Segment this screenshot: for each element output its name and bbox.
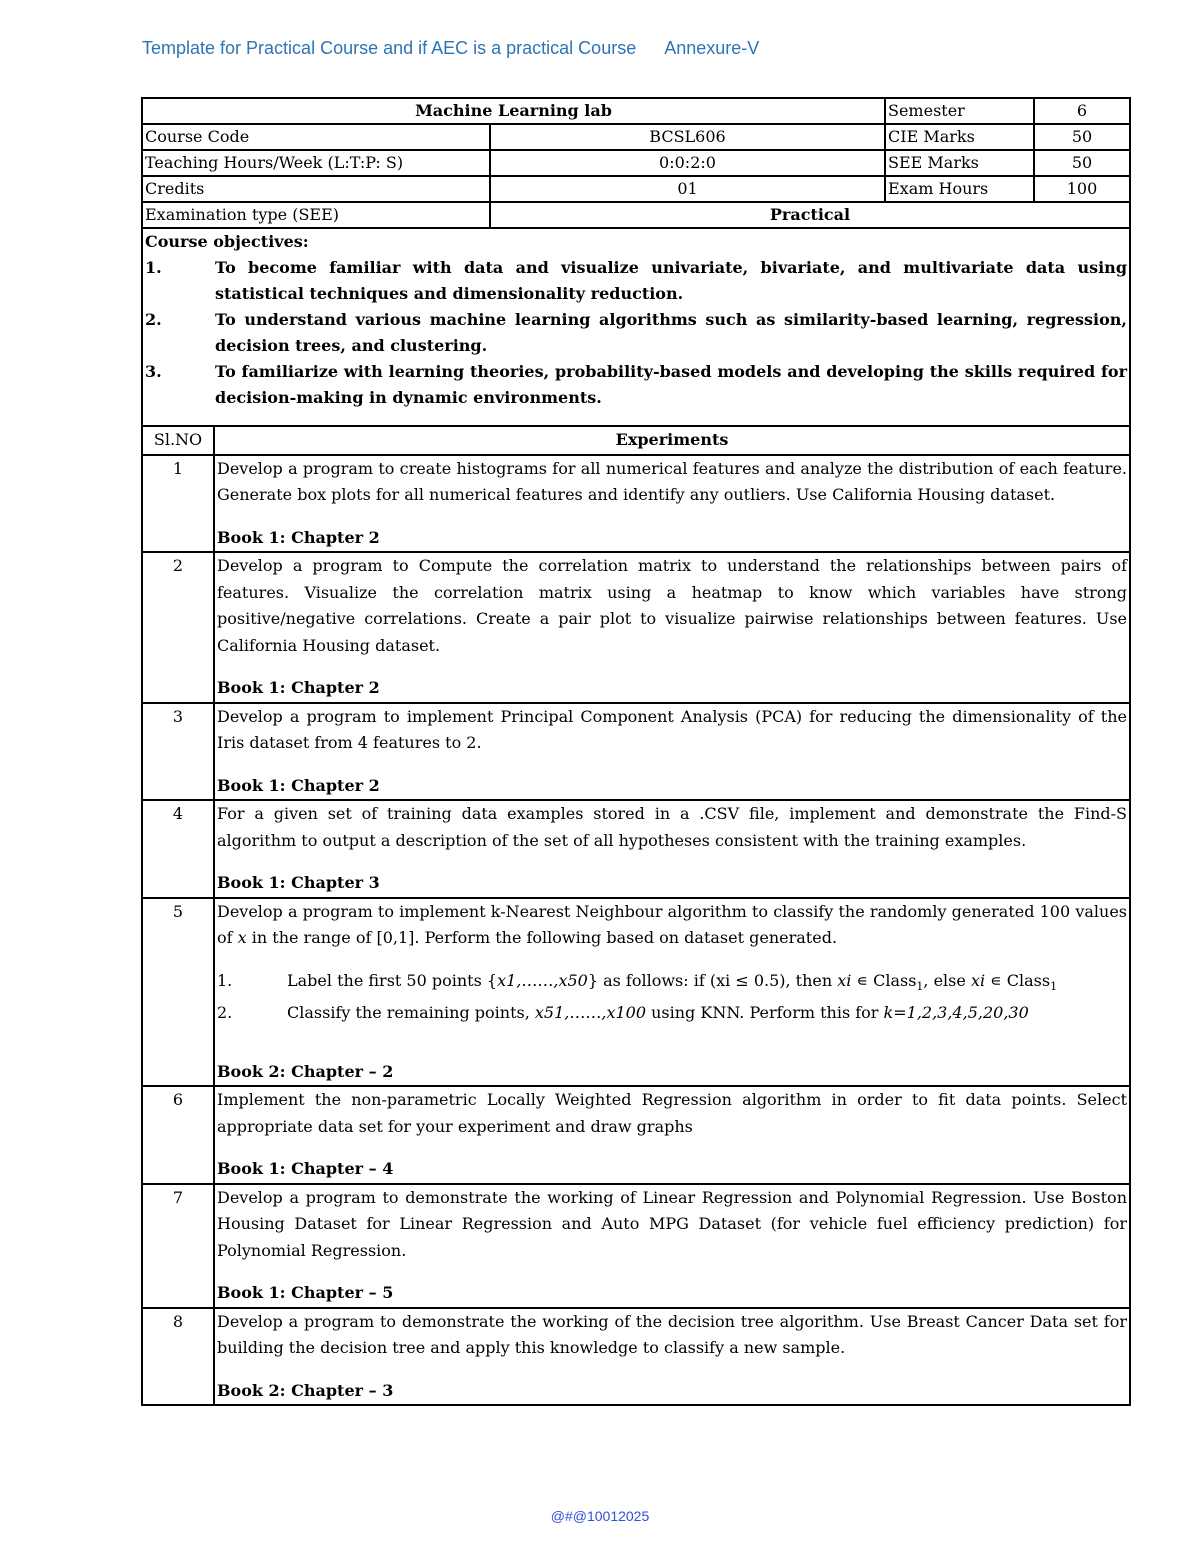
course-code-value: BCSL606 (490, 124, 885, 150)
objectives-row (142, 228, 1130, 426)
experiment-number: 3 (142, 703, 214, 801)
objectives-heading: Course objectives: (145, 232, 309, 251)
experiment-row (142, 1184, 1130, 1308)
book-reference: Book 1: Chapter 2 (217, 775, 380, 795)
text-part: ∊ Class (985, 970, 1051, 990)
cie-marks-label: CIE Marks (885, 124, 1034, 150)
experiment-row (142, 455, 1130, 553)
course-name: Machine Learning lab (142, 98, 885, 124)
experiment-text: Develop a program to Compute the correlation matrix to understand the relationships between pairs of features. Visualize the correlation matrix using a heatmap to know which variables have strong positive/negative correlations. Create a pair plot to visualize pairwise relationships between features. Use California Housing dataset. (217, 556, 1127, 655)
teaching-hours-row (142, 150, 1130, 176)
text-part: ∊ Class (851, 970, 917, 990)
experiments-header: Experiments (214, 426, 1130, 455)
experiment-number: 6 (142, 1086, 214, 1184)
experiment-row (142, 1308, 1130, 1406)
experiment-row (142, 552, 1130, 703)
text-part: , else (923, 970, 971, 990)
experiment-text (217, 899, 1127, 952)
credits-label: Credits (142, 176, 490, 202)
variable-range: x1,……,x50 (497, 970, 588, 990)
footer-code: @#@10012025 (550, 1508, 650, 1524)
text-part: Label the first 50 points { (287, 970, 498, 990)
objective-text: To become familiar with data and visualize univariate, bivariate, and multivariate data using statistical techniques and dimensionality reduction. (215, 258, 1127, 303)
see-marks-label: SEE Marks (885, 150, 1034, 176)
semester-label: Semester (885, 98, 1034, 124)
objective-number: 2. (145, 310, 162, 329)
book-reference: Book 1: Chapter 2 (217, 678, 380, 697)
objective-number: 1. (145, 258, 162, 277)
exam-hours-value: 100 (1034, 176, 1130, 202)
book-reference: Book 1: Chapter – 5 (217, 1283, 394, 1303)
experiment-cell (214, 1184, 1130, 1308)
teaching-hours-label: Teaching Hours/Week (L:T:P: S) (142, 150, 490, 176)
experiment-text: Develop a program to demonstrate the working of Linear Regression and Polynomial Regression. Use Boston Housing Dataset for Linear Regression and Auto MPG Dataset (for vehicle fuel efficiency prediction) for Polynomial Regression. (217, 1187, 1127, 1260)
sub-step (217, 968, 1127, 1001)
see-marks-value: 50 (1034, 150, 1130, 176)
objective-item (145, 307, 1127, 359)
experiment-text: Develop a program to demonstrate the working of the decision tree algorithm. Use Breast Cancer Data set for building the decision tree and apply this knowledge to classify a new sample. (217, 1311, 1127, 1358)
text-part: using KNN. Perform this for (646, 1003, 884, 1023)
exam-type-label: Examination type (SEE) (142, 202, 490, 228)
subscript: 1 (1050, 979, 1058, 993)
sub-step-number: 2. (217, 1003, 233, 1023)
experiment-cell (214, 1086, 1130, 1184)
experiment-cell (214, 455, 1130, 553)
experiment-text: For a given set of training data examples stored in a .CSV file, implement and demonstrate the Find-S algorithm to output a description of the set of all hypotheses consistent with the training examples. (217, 804, 1127, 850)
slno-header: Sl.NO (142, 426, 214, 455)
annexure-label: Annexure-V (664, 38, 760, 58)
subscript: 1 (916, 979, 924, 993)
page-header (142, 38, 759, 59)
sub-step-number: 1. (217, 970, 233, 990)
experiment-number: 8 (142, 1308, 214, 1406)
course-code-row (142, 124, 1130, 150)
cie-marks-value: 50 (1034, 124, 1130, 150)
experiment-text-part: Develop a program to implement k-Nearest Neighbour algorithm to classify the randomly generated 100 values of (217, 901, 1127, 947)
experiment-cell (214, 898, 1130, 1087)
semester-value: 6 (1034, 98, 1130, 124)
sub-step-text (287, 1000, 1029, 1027)
experiment-number: 4 (142, 800, 214, 898)
exam-type-row (142, 202, 1130, 228)
objective-text: To familiarize with learning theories, probability-based models and developing the skills required for decision-making in dynamic environments. (215, 362, 1127, 407)
experiment-text: Develop a program to implement Principal Component Analysis (PCA) for reducing the dimensionality of the Iris dataset from 4 features to 2. (217, 706, 1127, 752)
book-reference: Book 2: Chapter – 2 (217, 1061, 394, 1081)
course-code-label: Course Code (142, 124, 490, 150)
course-objectives (142, 228, 1130, 426)
experiment-number: 1 (142, 455, 214, 553)
experiment-number: 5 (142, 898, 214, 1087)
experiment-cell (214, 703, 1130, 801)
book-reference: Book 1: Chapter 3 (217, 873, 380, 892)
experiment-number: 7 (142, 1184, 214, 1308)
course-name-row (142, 98, 1130, 124)
variable-x: x (237, 928, 247, 947)
experiment-cell (214, 800, 1130, 898)
experiment-row (142, 703, 1130, 801)
objective-text: To understand various machine learning algorithms such as similarity-based learning, regression, decision trees, and clustering. (215, 310, 1127, 355)
exam-hours-label: Exam Hours (885, 176, 1034, 202)
experiment-row (142, 800, 1130, 898)
credits-value: 01 (490, 176, 885, 202)
text-part: } as follows: if (xi ≤ 0.5), then (587, 970, 838, 990)
book-reference: Book 1: Chapter – 4 (217, 1159, 394, 1179)
text-part: Classify the remaining points, (287, 1003, 535, 1023)
variable-xi: xi (970, 970, 986, 990)
objective-item (145, 359, 1127, 411)
experiments-header-row (142, 426, 1130, 455)
objective-number: 3. (145, 362, 162, 381)
teaching-hours-value: 0:0:2:0 (490, 150, 885, 176)
experiment-cell (214, 552, 1130, 703)
k-values: k=1,2,3,4,5,20,30 (883, 1003, 1029, 1023)
credits-row (142, 176, 1130, 202)
syllabus-table (141, 97, 1131, 1406)
sub-step-text (287, 968, 1057, 1001)
experiment-cell (214, 1308, 1130, 1406)
book-reference: Book 1: Chapter 2 (217, 527, 380, 547)
book-reference: Book 2: Chapter – 3 (217, 1380, 394, 1400)
exam-type-value: Practical (490, 202, 1130, 228)
experiment-text: Implement the non-parametric Locally Weighted Regression algorithm in order to fit data points. Select appropriate data set for your experiment and draw graphs (217, 1090, 1127, 1136)
variable-range: x51,……,x100 (534, 1003, 647, 1023)
experiment-row (142, 1086, 1130, 1184)
experiment-row (142, 898, 1130, 1087)
objective-item (145, 255, 1127, 307)
experiment-number: 2 (142, 552, 214, 703)
variable-xi: xi (837, 970, 852, 990)
template-title: Template for Practical Course and if AEC is a practical Course (142, 38, 637, 58)
experiment-text-part: in the range of [0,1]. Perform the following based on dataset generated. (246, 928, 838, 947)
sub-step (217, 1000, 1127, 1027)
experiment-text: Develop a program to create histograms for all numerical features and analyze the distribution of each feature. Generate box plots for all numerical features and identify any outliers. Use California Housing dataset. (217, 458, 1127, 504)
